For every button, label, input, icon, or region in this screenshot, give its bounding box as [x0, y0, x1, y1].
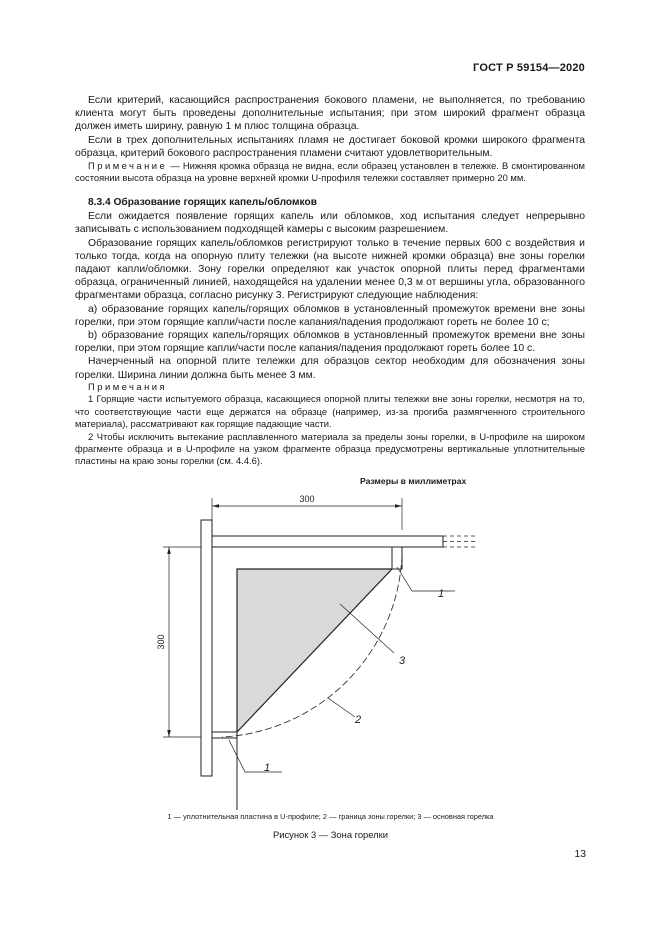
note-label: Примечание [88, 160, 168, 171]
section-paragraph-1: Если ожидается появление горящих капель или обломков, ход испытания следует непрерывно записывать с использованием подходящей камеры с высоким разрешением. [75, 211, 585, 236]
section-paragraph-2: Образование горящих капель/обломков регистрируют только в течение первых 600 с воздействия и только тогда, когда на опорную плиту тележки (на высоте нижней кромки образца) вне зоны горелки падают капли/обломки. Зону горелки определяют как участок опорной плиты перед фрагментами образца, ограниченный линией, находящейся на удалении менее 0,3 м от вершины угла, образованного фрагментами образца, согласно рисунку 3. Регистрируют следующие наблюдения: [75, 237, 585, 302]
note-text: — Нижняя кромка образца не видна, если образец установлен в тележке. В смонтированном состоянии высота образца на уровне верхней кромки U-профиля тележки составляет примерно 20 мм. [75, 160, 585, 184]
figure-legend: 1 — уплотнительная пластина в U-профиле; 2 — граница зоны горелки; 3 — основная горелка [167, 812, 494, 821]
intro-paragraph-1: Если критерий, касающийся распространения бокового пламени, не выполняется, по требованию клиента могут быть проведены дополнительные испытания; при этом широкий фрагмент образца должен иметь ширину, равную 1 м плюс толщина образца. [75, 95, 585, 133]
dim-label-left: 300 [156, 634, 166, 650]
section-notes [75, 381, 585, 468]
section-heading: 8.3.4 Образование горящих капель/обломков [88, 197, 317, 208]
callout-2: 2 [355, 714, 362, 726]
leader-1-top [397, 567, 455, 591]
list-item-b: b) образование горящих капель/горящих обломков в установленный промежуток времени вне зоны горелки, при этом горящие капли/части после капания/падения продолжают гореть более 10 с. [75, 330, 585, 355]
figure-caption: Рисунок 3 — Зона горелки [273, 829, 388, 840]
narrow-specimen-wing [201, 520, 212, 776]
document-code: ГОСТ Р 59154—2020 [473, 62, 585, 74]
burner-zone-figure [0, 480, 661, 810]
section-block [75, 196, 585, 382]
intro-note [75, 160, 585, 185]
sealing-plate-narrow [212, 732, 237, 738]
list-item-a: a) образование горящих капель/горящих обломков в установленный промежуток времени вне зоны горелки, при этом горящие капли/части после капания/падения продолжают гореть не более 10 с; [75, 303, 585, 328]
note-2: 2 Чтобы исключить вытекание расплавленного материала за пределы зоны горелки, в U-профиле на широком фрагменте образца и в U-профиле на узком фрагменте образца предусмотрены вертикальные уплотнительные пластины на краю зоны горелки (см. 4.4.6). [75, 430, 585, 467]
dim-arrow-left-bottom [167, 730, 171, 737]
notes-label: Примечания [88, 381, 168, 392]
intro-block [75, 94, 585, 160]
callout-1-top: 1 [438, 588, 445, 600]
dim-arrow-left-top [167, 547, 171, 554]
note-1: 1 Горящие части испытуемого образца, касающиеся опорной плиты тележки вне зоны горелки, несмотря на то, что соответствующие части еще держатся на образце (например, из-за прогиба размягченного строительного материала), рассматривают как горящие падающие части. [75, 393, 585, 430]
dim-arrow-top-left [212, 504, 219, 508]
figure-units: Размеры в миллиметрах [360, 476, 467, 486]
leader-3 [340, 604, 394, 653]
section-paragraph-3: Начерченный на опорной плите тележки для образцов сектор необходим для обозначения зоны горелки. Ширина линии должна быть менее 3 мм. [75, 356, 585, 381]
leader-2 [328, 698, 355, 717]
dim-arrow-top-right [395, 504, 402, 508]
page-number: 13 [574, 849, 586, 860]
sealing-plate-wide [392, 547, 402, 569]
callout-3: 3 [399, 655, 406, 667]
wide-specimen-wing [212, 536, 443, 547]
intro-paragraph-2: Если в трех дополнительных испытаниях пламя не достигает боковой кромки широкого фрагмента образца, критерий бокового распространения пламени считают удовлетворительным. [75, 134, 585, 159]
dim-label-top: 300 [299, 494, 315, 504]
callout-1-bottom: 1 [264, 762, 271, 774]
